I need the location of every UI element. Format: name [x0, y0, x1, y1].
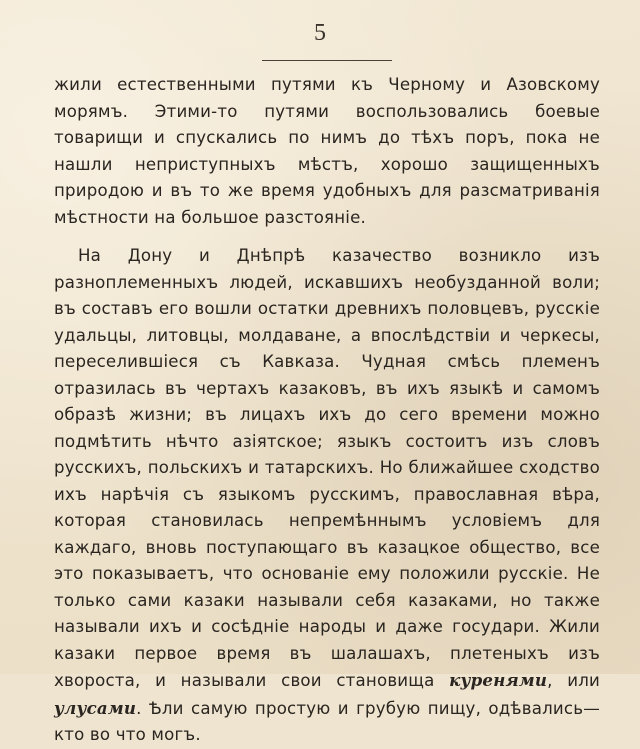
body-text: [54, 72, 600, 749]
paragraph-2-text-b: , или: [547, 671, 600, 690]
paragraph-2-text-a: На Дону и Днѣпрѣ казачество возникло изъ разноплеменныхъ людей, искавшихъ необузданной воли; въ составъ его вошли остатки древнихъ половцевъ, русскіе удальцы, литовцы, молдаване, а впослѣдствіи и черкесы, переселившіеся съ Кавказа. Чудная смѣсь племенъ отразилась въ чертахъ казаковъ, въ ихъ языкѣ и самомъ образѣ жизни; въ лицахъ ихъ до сего времени можно подмѣтить нѣчто азіятское; языкъ состоитъ изъ словъ русскихъ, польскихъ и татарскихъ. Но ближайшее сходство ихъ нарѣчія съ языкомъ русскимъ, православная вѣра, которая становилась непремѣннымъ условіемъ для каждаго, вновь поступающаго въ казацкое общество, все это показываетъ, что основаніе ему положили русскіе. Не только сами казаки называли себя казаками, но также называли ихъ и сосѣдніе народы и даже государи. Жили казаки первое время въ шалашахъ, плетеныхъ изъ хвороста, и называли свои становища: [54, 246, 600, 690]
page-number: 5: [314, 20, 326, 46]
header-rule: [262, 60, 392, 61]
emphasis-kurenyami: куренями: [449, 670, 548, 690]
paragraph-2-text-c: . Ѣли самую простую и грубую пищу, одѣвались—кто во что могъ.: [54, 698, 600, 744]
paragraph-1: [54, 72, 600, 231]
paragraph-1-text: жили естественными путями къ Черному и Азовскому морямъ. Этими-то путями воспользовались боевые товарищи и спускались по нимъ до тѣхъ поръ, пока не нашли неприступныхъ мѣстъ, хорошо защищенныхъ природою и въ то же время удобныхъ для разсматриванія мѣстности на большое разстояніе.: [54, 75, 600, 227]
emphasis-ulusami: улусами: [54, 697, 137, 718]
paragraph-2: [54, 243, 600, 749]
